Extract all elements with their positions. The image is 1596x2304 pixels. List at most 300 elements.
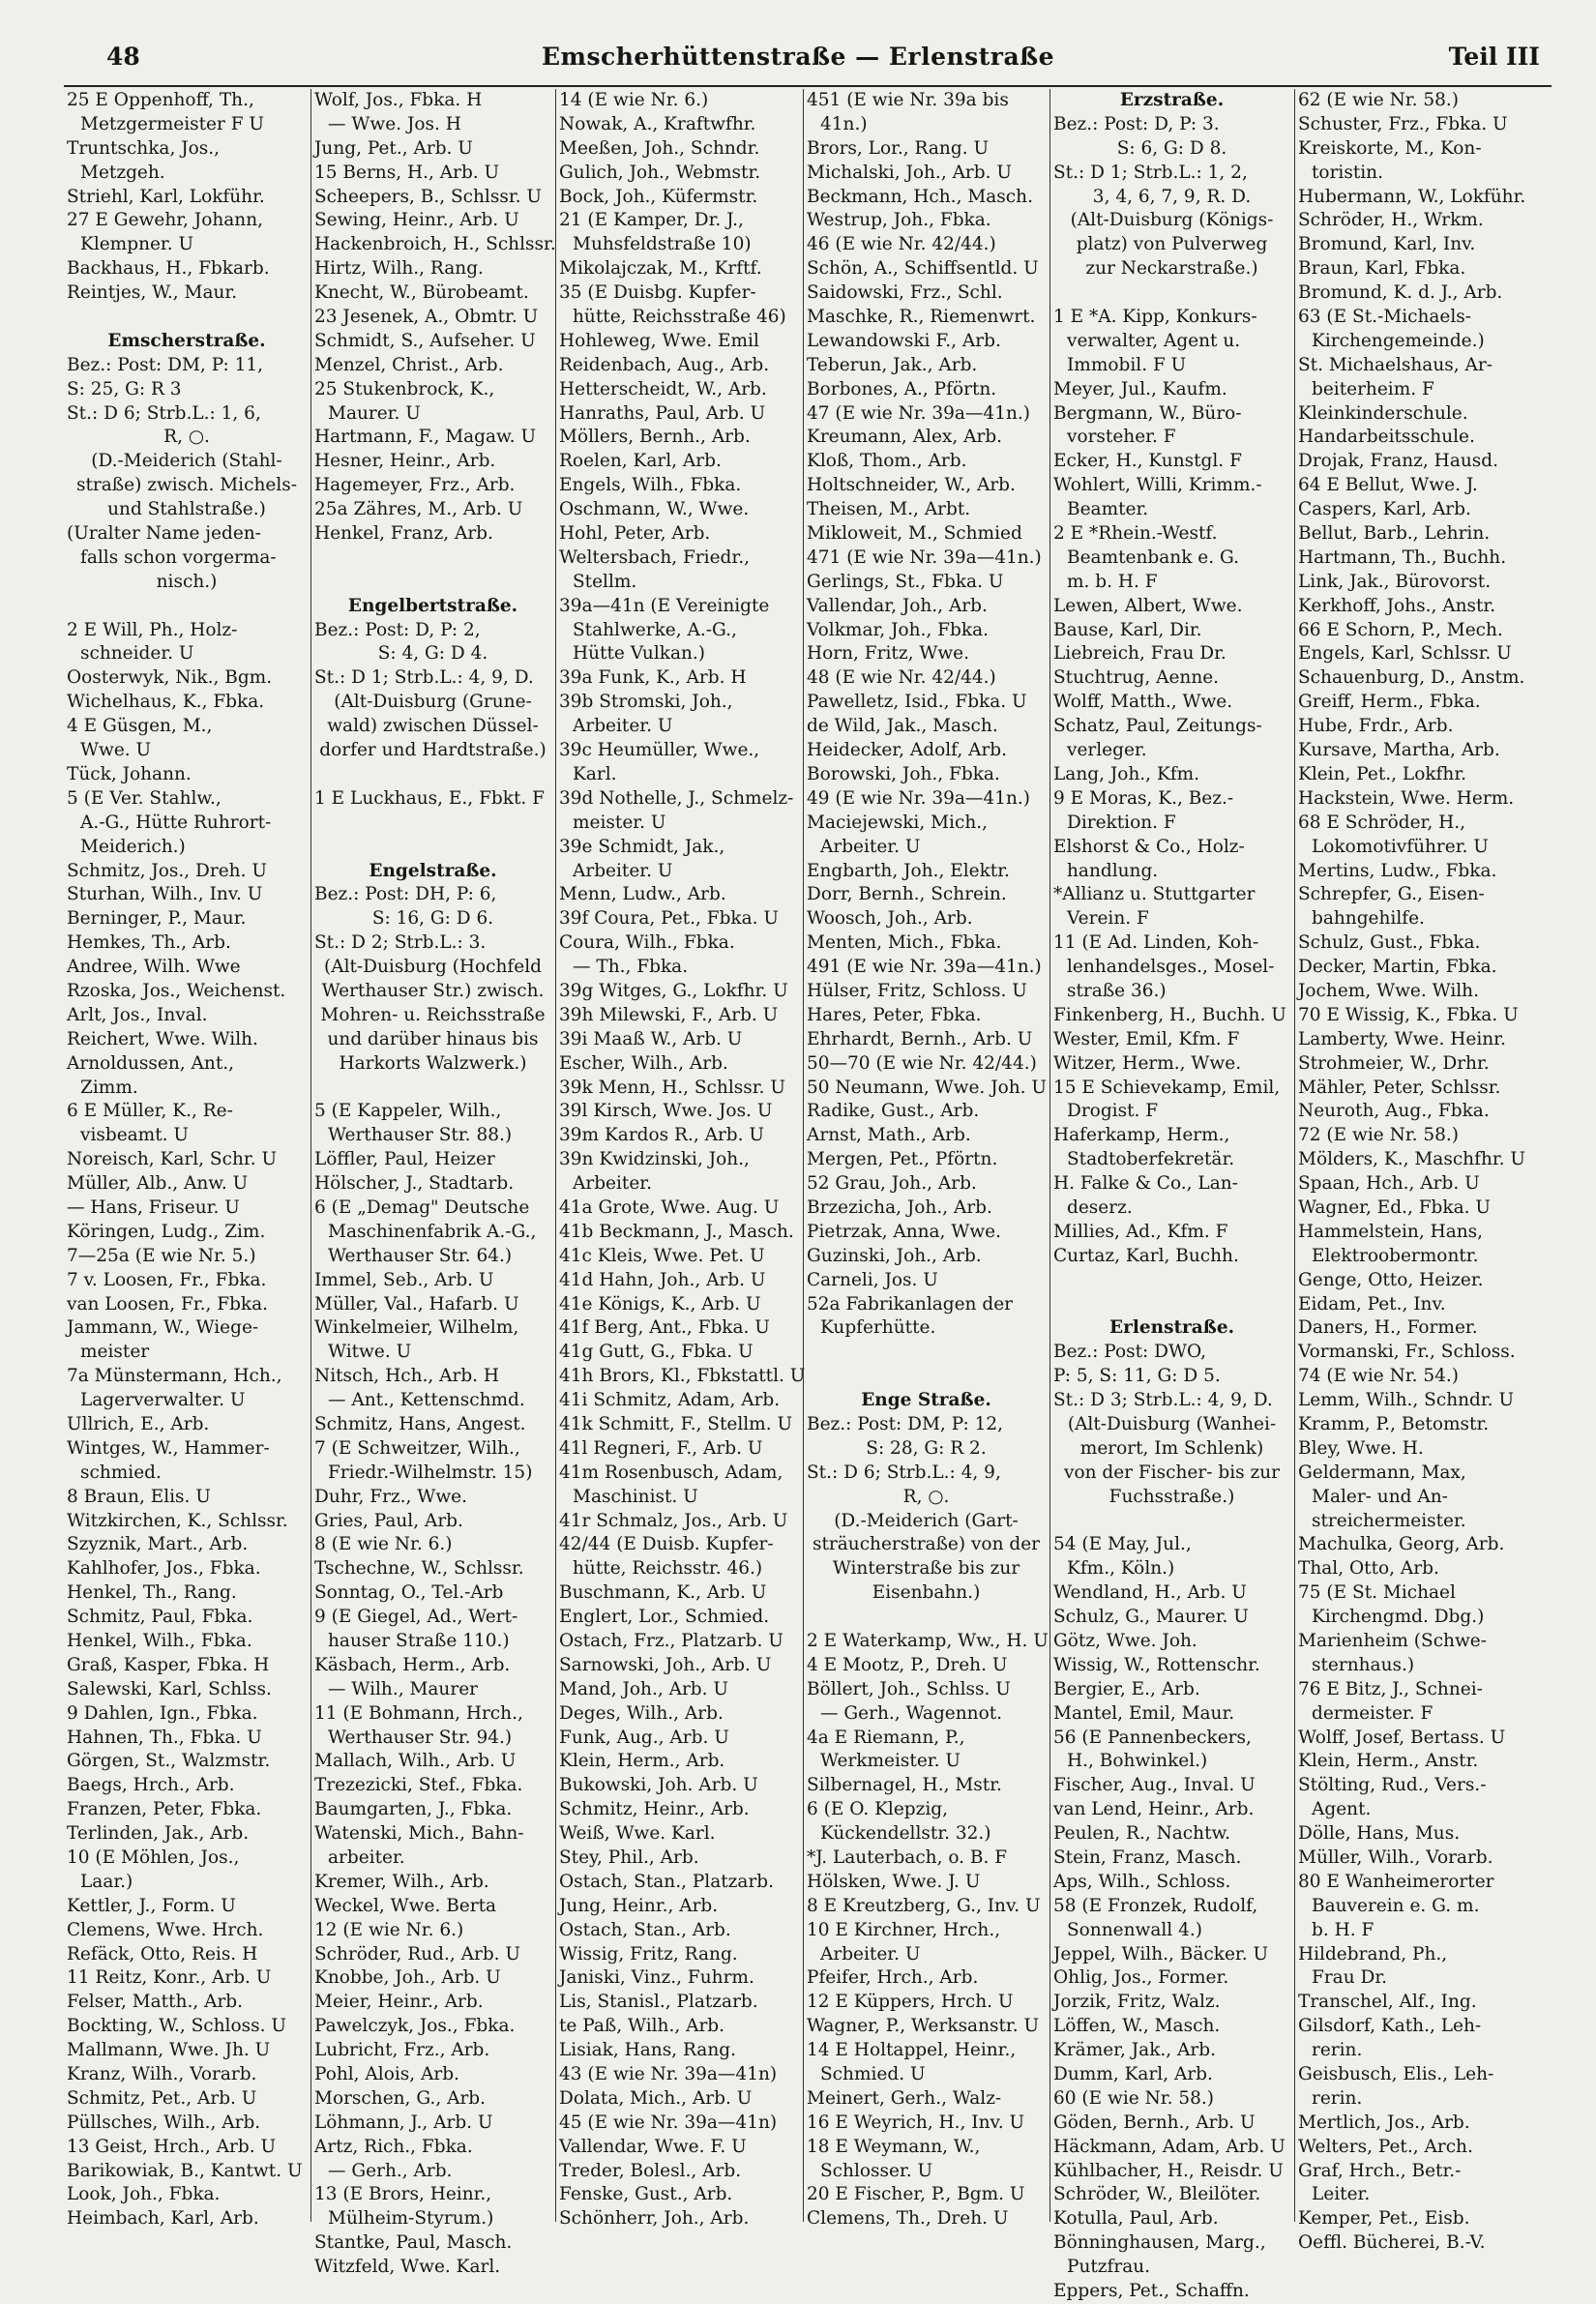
entry-line: 39b Stromski, Joh., xyxy=(559,692,733,713)
entry-line: Wwe. U xyxy=(80,740,152,761)
entry-line: 41l Regneri, F., Arb. U xyxy=(559,1437,763,1459)
entry-line: Götz, Wwe. Joh. xyxy=(1053,1631,1197,1651)
entry-line: S: 6, G: D 8. xyxy=(1116,137,1227,159)
entry-line: 14 (E wie Nr. 6.) xyxy=(559,90,709,110)
entry-line: Truntschka, Jos., xyxy=(67,137,221,159)
entry-line: Mertins, Ludw., Fbka. xyxy=(1298,860,1497,881)
entry-line: Maurer. U xyxy=(328,402,421,424)
entry-line: St.: D 6; Strb.L.: 4, 9, xyxy=(807,1462,1001,1483)
column-2 xyxy=(311,89,556,2278)
entry-line: Schröder, W., Bleilöter. xyxy=(1053,2184,1261,2205)
entry-line: 41n.) xyxy=(820,113,868,134)
entry-line: Maschke, R., Riemenwrt. xyxy=(807,307,1036,328)
entry-line: Backhaus, H., Fbkarb. xyxy=(67,258,270,280)
entry-line: Tschechne, W., Schlssr. xyxy=(314,1558,524,1580)
entry-line: 6 E Müller, K., Re- xyxy=(67,1101,233,1122)
entry-line: (D.-Meiderich (Gart- xyxy=(834,1510,1019,1531)
entry-line: Elektroobermontr. xyxy=(1312,1245,1479,1266)
entry-line: Klempner. U xyxy=(80,234,194,255)
entry-line: Ostach, Stan., Arb. xyxy=(559,1919,731,1940)
entry-line: Menten, Mich., Fbka. xyxy=(807,932,1002,954)
entry-line: Witzer, Herm., Wwe. xyxy=(1053,1052,1242,1074)
entry-line: Arbeiter. U xyxy=(573,860,673,881)
entry-line: Decker, Martin, Fbka. xyxy=(1298,957,1497,978)
entry-line: Hartmann, Th., Buchh. xyxy=(1298,546,1507,568)
header-rule xyxy=(64,85,1552,87)
entry-line: Wolf, Jos., Fbka. H xyxy=(314,90,483,110)
entry-line: Schmitz, Heinr., Arb. xyxy=(559,1799,750,1820)
entry-line: Beamter. xyxy=(1067,499,1149,520)
entry-line: Agent. xyxy=(1312,1799,1372,1820)
entry-line: Lewen, Albert, Wwe. xyxy=(1053,595,1243,616)
entry-line: Schmitz, Pet., Arb. U xyxy=(67,2087,257,2109)
entry-line: Hütte Vulkan.) xyxy=(573,643,706,665)
entry-line: hütte, Reichsstr. 46.) xyxy=(573,1558,763,1580)
entry-line: Meyer, Jul., Kaufm. xyxy=(1053,378,1227,399)
entry-line: Krämer, Jak., Arb. xyxy=(1053,2040,1216,2061)
entry-line: 2 E *Rhein.-Westf. xyxy=(1053,523,1218,545)
entry-line: Putzfrau. xyxy=(1067,2257,1151,2278)
entry-line: 5 (E Ver. Stahlw., xyxy=(67,787,222,809)
entry-line: 58 (E Fronzek, Rudolf, xyxy=(1053,1895,1258,1916)
entry-line: 41h Brors, Kl., Fbkstattl. U xyxy=(559,1366,806,1387)
entry-line: 80 E Wanheimerorter xyxy=(1298,1871,1494,1892)
entry-line: Bez.: Post: DWO, xyxy=(1053,1342,1206,1363)
entry-line: Maciejewski, Mich., xyxy=(807,812,988,833)
blank-line xyxy=(314,571,551,595)
entry-line: Hubermann, W., Lokführ. xyxy=(1298,186,1526,207)
entry-line: Sonntag, O., Tel.-Arb xyxy=(314,1582,504,1604)
entry-line: Neuroth, Aug., Fbka. xyxy=(1298,1101,1490,1122)
entry-line: Terlinden, Jak., Arb. xyxy=(67,1823,250,1845)
entry-line: 20 E Fischer, P., Bgm. U xyxy=(807,2184,1025,2205)
entry-line: Kirchengemeinde.) xyxy=(1312,330,1485,351)
entry-line: Curtaz, Karl, Buchh. xyxy=(1053,1245,1239,1266)
entry-line: Stadtoberfekretär. xyxy=(1067,1149,1235,1170)
entry-line: Schröder, H., Wrkm. xyxy=(1298,210,1484,231)
entry-line: verwalter, Agent u. xyxy=(1067,330,1241,351)
entry-line: Berninger, P., Maur. xyxy=(67,908,247,930)
entry-line: Aps, Wilh., Schloss. xyxy=(1053,1871,1231,1892)
entry-line: Theisen, M., Arbt. xyxy=(807,499,971,520)
entry-line: Fischer, Aug., Inval. U xyxy=(1053,1775,1256,1796)
entry-line: sträucherstraße) von der xyxy=(812,1534,1040,1555)
entry-line: Hares, Peter, Fbka. xyxy=(807,1004,982,1025)
entry-line: 62 (E wie Nr. 58.) xyxy=(1298,90,1460,110)
entry-line: Pfeifer, Hrch., Arb. xyxy=(807,1967,979,1989)
entry-line: 7—25a (E wie Nr. 5.) xyxy=(67,1245,256,1266)
entry-line: Stein, Franz, Masch. xyxy=(1053,1847,1242,1869)
entry-line: Nowak, A., Kraftwfhr. xyxy=(559,113,756,134)
entry-line: Schrepfer, G., Eisen- xyxy=(1298,884,1485,905)
entry-line: 7a Münstermann, Hch., xyxy=(67,1366,282,1387)
entry-line: Transchel, Alf., Ing. xyxy=(1298,1992,1477,2013)
entry-line: 41i Schmitz, Adam, Arb. xyxy=(559,1390,781,1411)
entry-line: Strohmeier, W., Drhr. xyxy=(1298,1052,1490,1074)
entry-line: Werthauser Str.) zwisch. xyxy=(321,980,545,1001)
entry-line: St.: D 6; Strb.L.: 1, 6, xyxy=(67,402,261,424)
entry-line: Lang, Joh., Kfm. xyxy=(1053,763,1200,784)
entry-line: Peulen, R., Nachtw. xyxy=(1053,1823,1231,1845)
entry-line: Weckel, Wwe. Berta xyxy=(314,1895,497,1916)
entry-line: Mikolajczak, M., Krftf. xyxy=(559,258,762,280)
entry-line: Direktion. F xyxy=(1067,812,1176,833)
entry-line: Wester, Emil, Kfm. F xyxy=(1053,1028,1240,1049)
entry-line: 41a Grote, Wwe. Aug. U xyxy=(559,1196,780,1218)
entry-line: Arnst, Math., Arb. xyxy=(807,1125,971,1146)
entry-line: Hohleweg, Wwe. Emil xyxy=(559,330,759,351)
entry-line: Deges, Wilh., Arb. xyxy=(559,1702,724,1724)
entry-line: 41r Schmalz, Jos., Arb. U xyxy=(559,1510,788,1531)
entry-line: Ohlig, Jos., Former. xyxy=(1053,1967,1229,1989)
entry-line: St. Michaelshaus, Ar- xyxy=(1298,354,1493,375)
entry-line: Schröder, Rud., Arb. U xyxy=(314,1943,521,1964)
entry-line: Meeßen, Joh., Schndr. xyxy=(559,137,760,159)
entry-line: Lewandowski F., Arb. xyxy=(807,330,1001,351)
entry-line: Sarnowski, Joh., Arb. U xyxy=(559,1654,772,1675)
entry-line: Werkmeister. U xyxy=(820,1751,961,1772)
entry-line: 13 Geist, Hrch., Arb. U xyxy=(67,2136,277,2157)
entry-line: 8 (E wie Nr. 6.) xyxy=(314,1534,453,1555)
entry-line: Watenski, Mich., Bahn- xyxy=(314,1823,524,1845)
entry-line: Schmitz, Paul, Fbka. xyxy=(67,1607,253,1628)
entry-line: deserz. xyxy=(1067,1196,1133,1218)
entry-line: Rzoska, Jos., Weichenst. xyxy=(67,980,286,1001)
entry-line: Kückendellstr. 32.) xyxy=(820,1823,991,1845)
entry-line: Knecht, W., Bürobeamt. xyxy=(314,282,529,304)
entry-line: Witzkirchen, K., Schlssr. xyxy=(67,1510,288,1531)
entry-line: Treder, Bolesl., Arb. xyxy=(559,2160,742,2181)
entry-line: Elshorst & Co., Holz- xyxy=(1053,836,1245,857)
street-heading: Engelbertstraße. xyxy=(347,595,518,616)
entry-line: platz) von Pulverweg xyxy=(1076,234,1268,255)
entry-line: Müller, Wilh., Vorarb. xyxy=(1298,1847,1493,1869)
entry-line: Kreiskorte, M., Kon- xyxy=(1298,137,1482,159)
entry-line: 43 (E wie Nr. 39a—41n) xyxy=(559,2064,778,2085)
entry-line: Borbones, A., Pförtn. xyxy=(807,378,997,399)
entry-line: Michalski, Joh., Arb. U xyxy=(807,162,1012,183)
entry-line: 4a E Riemann, P., xyxy=(807,1727,965,1748)
entry-line: Ehrhardt, Bernh., Arb. U xyxy=(807,1028,1033,1049)
entry-line: 46 (E wie Nr. 42/44.) xyxy=(807,234,996,255)
entry-line: Schauenburg, D., Anstm. xyxy=(1298,667,1525,689)
street-heading: Emscherstraße. xyxy=(107,330,266,351)
entry-line: Mallmann, Wwe. Jh. U xyxy=(67,2040,271,2061)
page-number: 48 xyxy=(106,43,140,71)
entry-line: beiterheim. F xyxy=(1312,378,1434,399)
entry-line: St.: D 1; Strb.L.: 1, 2, xyxy=(1053,162,1248,183)
entry-line: (Alt-Duisburg (Wanhei- xyxy=(1067,1413,1277,1434)
entry-line: 8 Braun, Elis. U xyxy=(67,1486,211,1507)
street-heading: Erlenstraße. xyxy=(1108,1317,1235,1339)
entry-line: schneider. U xyxy=(80,643,194,665)
entry-line: Wagner, P., Werksanstr. U xyxy=(807,2016,1040,2037)
entry-line: Hackenbroich, H., Schlssr. xyxy=(314,234,556,255)
entry-line: visbeamt. U xyxy=(80,1125,190,1146)
entry-line: Löffler, Paul, Heizer xyxy=(314,1149,495,1170)
entry-line: 52a Fabrikanlagen der xyxy=(807,1293,1013,1314)
entry-line: 50 Neumann, Wwe. Joh. U xyxy=(807,1077,1048,1098)
entry-line: Görgen, St., Walzmstr. xyxy=(67,1751,271,1772)
entry-line: Clemens, Th., Dreh. U xyxy=(807,2208,1009,2230)
entry-line: Meinert, Gerh., Walz- xyxy=(807,2087,1002,2109)
entry-line: H. Falke & Co., Lan- xyxy=(1053,1173,1238,1195)
entry-line: 27 E Gewehr, Johann, xyxy=(67,210,264,231)
entry-line: Kreumann, Alex, Arb. xyxy=(807,427,1003,448)
entry-line: Mähler, Peter, Schlssr. xyxy=(1298,1077,1501,1098)
entry-line: 6 (E O. Klepzig, xyxy=(807,1799,949,1820)
entry-line: Fenske, Gust., Arb. xyxy=(559,2184,733,2205)
entry-line: (D.-Meiderich (Stahl- xyxy=(91,451,282,472)
blank-line xyxy=(807,1365,1046,1389)
entry-line: Bauverein e. G. m. xyxy=(1312,1895,1480,1916)
entry-line: Löhmann, J., Arb. U xyxy=(314,2112,493,2133)
entry-line: Jung, Heinr., Arb. xyxy=(559,1895,719,1916)
entry-line: Marienheim (Schwe- xyxy=(1298,1631,1487,1651)
entry-line: Bukowski, Joh. Arb. U xyxy=(559,1775,758,1796)
entry-line: Karl. xyxy=(573,763,617,784)
entry-line: Dölle, Hans, Mus. xyxy=(1298,1823,1461,1845)
entry-line: 54 (E May, Jul., xyxy=(1053,1534,1192,1555)
entry-line: Engels, Wilh., Fbka. xyxy=(559,475,742,496)
entry-line: Wintges, W., Hammer- xyxy=(67,1437,270,1459)
entry-line: 50—70 (E wie Nr. 42/44.) xyxy=(807,1052,1037,1074)
entry-line: Kleinkinderschule. xyxy=(1298,402,1468,424)
entry-line: Mohren- u. Reichsstraße xyxy=(320,1004,546,1025)
entry-line: zur Neckarstraße.) xyxy=(1085,258,1258,280)
entry-line: Carneli, Jos. U xyxy=(807,1269,938,1290)
entry-line: meister. U xyxy=(573,812,666,833)
entry-line: Ullrich, E., Arb. xyxy=(67,1413,210,1434)
entry-line: Heidecker, Adolf, Arb. xyxy=(807,740,1008,761)
blank-line xyxy=(1053,1510,1290,1534)
entry-line: — Gerh., Wagennot. xyxy=(820,1702,1003,1724)
entry-line: 41e Königs, K., Arb. U xyxy=(559,1293,761,1314)
entry-line: — Gerh., Arb. xyxy=(328,2160,453,2181)
entry-line: Reintjes, W., Maur. xyxy=(67,282,238,304)
column-1 xyxy=(64,89,310,2230)
entry-line: Witzfeld, Wwe. Karl. xyxy=(314,2257,501,2278)
entry-line: 1 E Luckhaus, E., Fbkt. F xyxy=(314,787,545,809)
entry-line: Noreisch, Karl, Schr. U xyxy=(67,1149,278,1170)
entry-line: 491 (E wie Nr. 39a—41n.) xyxy=(807,957,1042,978)
entry-line: Nitsch, Hch., Arb. H xyxy=(314,1366,500,1387)
entry-line: 9 (E Giegel, Ad., Wert- xyxy=(314,1607,518,1628)
entry-line: 41m Rosenbusch, Adam, xyxy=(559,1462,783,1483)
entry-line: Striehl, Karl, Lokführ. xyxy=(67,186,265,207)
entry-line: A.-G., Hütte Ruhrort- xyxy=(80,812,272,833)
entry-line: Machulka, Georg, Arb. xyxy=(1298,1534,1505,1555)
entry-line: 21 (E Kamper, Dr. J., xyxy=(559,210,744,231)
entry-line: Immel, Seb., Arb. U xyxy=(314,1269,494,1290)
entry-line: Klein, Herm., Arb. xyxy=(559,1751,725,1772)
entry-line: Tück, Johann. xyxy=(67,763,192,784)
entry-line: de Wild, Jak., Masch. xyxy=(807,716,998,737)
entry-line: Schmitz, Jos., Dreh. U xyxy=(67,860,267,881)
entry-line: Gries, Paul, Arb. xyxy=(314,1510,463,1531)
entry-line: Schön, A., Schiffsentld. U xyxy=(807,258,1039,280)
entry-line: Klein, Pet., Lokfhr. xyxy=(1298,763,1467,784)
entry-line: Look, Joh., Fbka. xyxy=(67,2184,221,2205)
entry-line: Bez.: Post: DH, P: 6, xyxy=(314,884,497,905)
entry-line: Trezezicki, Stef., Fbka. xyxy=(314,1775,523,1796)
entry-line: straße 36.) xyxy=(1067,980,1167,1001)
blank-line xyxy=(314,1077,551,1101)
entry-line: Mikloweit, M., Schmied xyxy=(807,523,1022,545)
entry-line: Bley, Wwe. H. xyxy=(1298,1437,1424,1459)
entry-line: Dumm, Karl, Arb. xyxy=(1053,2064,1213,2085)
entry-line: Bez.: Post: DM, P: 11, xyxy=(67,354,264,375)
entry-line: Caspers, Karl, Arb. xyxy=(1298,499,1471,520)
entry-line: Mallach, Wilh., Arb. U xyxy=(314,1751,517,1772)
entry-line: Lagerverwalter. U xyxy=(80,1390,246,1411)
entry-line: Mantel, Emil, Maur. xyxy=(1053,1702,1235,1724)
blank-line xyxy=(1053,281,1290,306)
entry-line: Bock, Joh., Küfermstr. xyxy=(559,186,758,207)
entry-line: sternhaus.) xyxy=(1312,1654,1415,1675)
entry-line: Westrup, Joh., Fbka. xyxy=(807,210,991,231)
street-heading: Enge Straße. xyxy=(861,1390,991,1411)
entry-line: Haferkamp, Herm., xyxy=(1053,1125,1230,1146)
entry-line: lenhandelsges., Mosel- xyxy=(1067,957,1275,978)
entry-line: Coura, Wilh., Fbka. xyxy=(559,932,735,954)
entry-line: falls schon vorgerma- xyxy=(80,546,277,568)
entry-line: Hülser, Fritz, Schloss. U xyxy=(807,980,1027,1001)
entry-line: Braun, Karl, Fbka. xyxy=(1298,258,1466,280)
entry-line: Zimm. xyxy=(80,1077,138,1098)
entry-line: S: 28, G: R 2. xyxy=(866,1437,987,1459)
entry-line: Dolata, Mich., Arb. U xyxy=(559,2087,753,2109)
entry-line: streichermeister. xyxy=(1312,1510,1466,1531)
entry-line: dermeister. F xyxy=(1312,1702,1433,1724)
entry-line: 35 (E Duisbg. Kupfer- xyxy=(559,282,756,304)
entry-line: Sonnenwall 4.) xyxy=(1067,1919,1202,1940)
entry-line: Felser, Matth., Arb. xyxy=(67,1992,244,2013)
entry-line: 41g Gutt, G., Fbka. U xyxy=(559,1342,754,1363)
entry-line: Hartmann, F., Magaw. U xyxy=(314,427,537,448)
entry-line: Handarbeitsschule. xyxy=(1298,427,1475,448)
entry-line: 11 Reitz, Konr., Arb. U xyxy=(67,1967,272,1989)
entry-line: 9 Dahlen, Ign., Fbka. xyxy=(67,1702,258,1724)
blank-line xyxy=(1053,1269,1290,1293)
entry-line: Verein. F xyxy=(1067,908,1149,930)
entry-line: 39m Kardos R., Arb. U xyxy=(559,1125,764,1146)
entry-line: Kramm, P., Betomstr. xyxy=(1298,1413,1490,1434)
entry-line: van Lend, Heinr., Arb. xyxy=(1053,1799,1255,1820)
entry-line: 74 (E wie Nr. 54.) xyxy=(1298,1366,1460,1387)
entry-line: Maschinenfabrik A.-G., xyxy=(328,1221,537,1242)
entry-line: Baegs, Hrch., Arb. xyxy=(67,1775,235,1796)
entry-line: Thal, Otto, Arb. xyxy=(1298,1558,1439,1580)
entry-line: 11 (E Bohmann, Hrch., xyxy=(314,1702,523,1724)
entry-line: Hackstein, Wwe. Herm. xyxy=(1298,787,1515,809)
entry-line: 2 E Will, Ph., Holz- xyxy=(67,619,238,640)
entry-line: 15 E Schievekamp, Emil, xyxy=(1053,1077,1281,1098)
entry-line: Schlosser. U xyxy=(820,2160,933,2181)
blank-line xyxy=(807,1341,1046,1365)
entry-line: 41b Beckmann, J., Masch. xyxy=(559,1221,794,1242)
entry-line: Schulz, Gust., Fbka. xyxy=(1298,932,1481,954)
entry-line: Teberun, Jak., Arb. xyxy=(807,354,978,375)
entry-line: Wagner, Ed., Fbka. U xyxy=(1298,1196,1491,1218)
entry-line: Saidowski, Frz., Schl. xyxy=(807,282,1003,304)
entry-line: Bockting, W., Schloss. U xyxy=(67,2016,286,2037)
entry-line: Metzgermeister F U xyxy=(80,113,265,134)
entry-line: Kettler, J., Form. U xyxy=(67,1895,236,1916)
entry-line: Müller, Val., Hafarb. U xyxy=(314,1293,519,1314)
entry-line: 9 E Moras, K., Bez.- xyxy=(1053,787,1234,809)
entry-line: Jochem, Wwe. Wilh. xyxy=(1298,980,1479,1001)
entry-line: Gulich, Joh., Webmstr. xyxy=(559,162,761,183)
entry-line: Andree, Wilh. Wwe xyxy=(67,957,241,978)
entry-line: Kranz, Wilh., Vorarb. xyxy=(67,2064,257,2085)
entry-line: Arnoldussen, Ant., xyxy=(67,1052,235,1074)
entry-line: Woosch, Joh., Arb. xyxy=(807,908,973,930)
entry-line: Gilsdorf, Kath., Leh- xyxy=(1298,2016,1482,2037)
entry-line: (Alt-Duisburg (Hochfeld xyxy=(324,957,542,978)
column-6 xyxy=(1295,89,1552,2254)
entry-line: Köringen, Ludg., Zim. xyxy=(67,1221,266,1242)
entry-line: *Allianz u. Stuttgarter xyxy=(1053,884,1256,905)
entry-line: 39k Menn, H., Schlssr. U xyxy=(559,1077,785,1098)
entry-line: Wolff, Matth., Wwe. xyxy=(1053,692,1233,713)
entry-line: Werthauser Str. 64.) xyxy=(328,1245,513,1266)
entry-line: Lamberty, Wwe. Heinr. xyxy=(1298,1028,1506,1049)
entry-line: Kühlbacher, H., Reisdr. U xyxy=(1053,2160,1284,2181)
entry-line: schmied. xyxy=(80,1462,162,1483)
entry-line: — Th., Fbka. xyxy=(573,957,689,978)
entry-line: Holtschneider, W., Arb. xyxy=(807,475,1016,496)
entry-line: Sewing, Heinr., Arb. U xyxy=(314,210,519,231)
page-title: Emscherhüttenstraße — Erlenstraße xyxy=(541,43,1055,71)
entry-line: Schönherr, Joh., Arb. xyxy=(559,2208,750,2230)
entry-line: Friedr.-Wilhelmstr. 15) xyxy=(328,1462,533,1483)
entry-line: 41c Kleis, Wwe. Pet. U xyxy=(559,1245,765,1266)
entry-line: 47 (E wie Nr. 39a—41n.) xyxy=(807,402,1030,424)
entry-line: Laar.) xyxy=(80,1871,133,1892)
entry-line: Gerlings, St., Fbka. U xyxy=(807,571,1004,592)
column-5 xyxy=(1050,89,1293,2302)
entry-line: Stuchtrug, Aenne. xyxy=(1053,667,1220,689)
entry-line: Arbeiter. xyxy=(573,1173,652,1195)
entry-line: Hohl, Peter, Arb. xyxy=(559,523,711,545)
entry-line: Menn, Ludw., Arb. xyxy=(559,884,726,905)
entry-line: Immobil. F U xyxy=(1067,354,1187,375)
entry-line: Refäck, Otto, Reis. H xyxy=(67,1943,258,1964)
entry-line: Welters, Pet., Arch. xyxy=(1298,2136,1473,2157)
entry-line: Duhr, Frz., Wwe. xyxy=(314,1486,467,1507)
entry-line: 10 E Kirchner, Hrch., xyxy=(807,1919,1001,1940)
entry-line: Hildebrand, Ph., xyxy=(1298,1943,1448,1964)
entry-line: Reidenbach, Aug., Arb. xyxy=(559,354,770,375)
entry-line: 76 E Bitz, J., Schnei- xyxy=(1298,1678,1483,1699)
entry-line: Stantke, Paul, Masch. xyxy=(314,2232,513,2254)
entry-line: 64 E Bellut, Wwe. J. xyxy=(1298,475,1478,496)
entry-line: hütte, Reichsstraße 46) xyxy=(573,307,786,328)
entry-line: Winkelmeier, Wilhelm, xyxy=(314,1317,519,1339)
entry-line: 39e Schmidt, Jak., xyxy=(559,836,725,857)
entry-line: Englert, Lor., Schmied. xyxy=(559,1607,770,1628)
entry-line: Horn, Fritz, Wwe. xyxy=(807,643,970,665)
entry-line: 39f Coura, Pet., Fbka. U xyxy=(559,908,780,930)
blank-line xyxy=(314,812,551,836)
entry-line: Werthauser Str. 88.) xyxy=(328,1125,513,1146)
entry-line: Henkel, Th., Rang. xyxy=(67,1582,237,1604)
entry-line: — Wwe. Jos. H xyxy=(328,113,461,134)
entry-line: Funk, Aug., Arb. U xyxy=(559,1727,729,1748)
entry-line: Jeppel, Wilh., Bäcker. U xyxy=(1053,1943,1269,1964)
entry-line: 60 (E wie Nr. 58.) xyxy=(1053,2087,1215,2109)
